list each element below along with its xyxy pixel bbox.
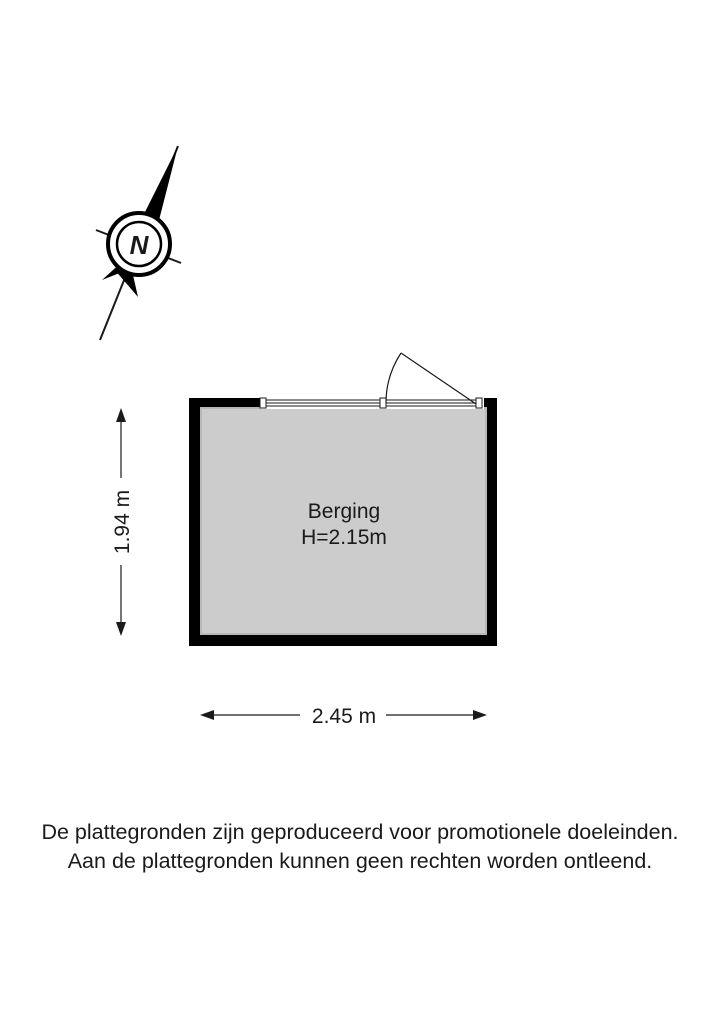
dimension-arrowhead-down bbox=[116, 622, 126, 636]
disclaimer-line-2: Aan de plattegronden kunnen geen rechten worden ontleend. bbox=[67, 849, 653, 873]
window-jamb bbox=[380, 398, 386, 408]
dimension-arrowhead-up bbox=[116, 408, 126, 422]
door-swing-arc bbox=[386, 353, 401, 403]
room-name-label: Berging bbox=[307, 500, 381, 523]
dimension-arrowhead-right bbox=[473, 710, 487, 720]
vertical-dimension-label: 1.94 m bbox=[111, 489, 134, 555]
dimension-arrowhead-left bbox=[200, 710, 214, 720]
disclaimer bbox=[0, 818, 720, 876]
horizontal-dimension-label: 2.45 m bbox=[311, 705, 377, 728]
vertical-dimension bbox=[111, 408, 134, 636]
disclaimer-line-1: De plattegronden zijn geproduceerd voor promotionele doeleinden. bbox=[41, 820, 679, 844]
top-wall-openings bbox=[260, 353, 484, 409]
compass-rose bbox=[96, 146, 181, 340]
room-height-label: H=2.15m bbox=[301, 526, 387, 549]
door-leaf bbox=[401, 353, 476, 404]
window-jamb bbox=[260, 398, 266, 408]
door-jamb bbox=[476, 398, 482, 408]
horizontal-dimension bbox=[200, 705, 487, 728]
compass-north-label: N bbox=[129, 230, 149, 260]
